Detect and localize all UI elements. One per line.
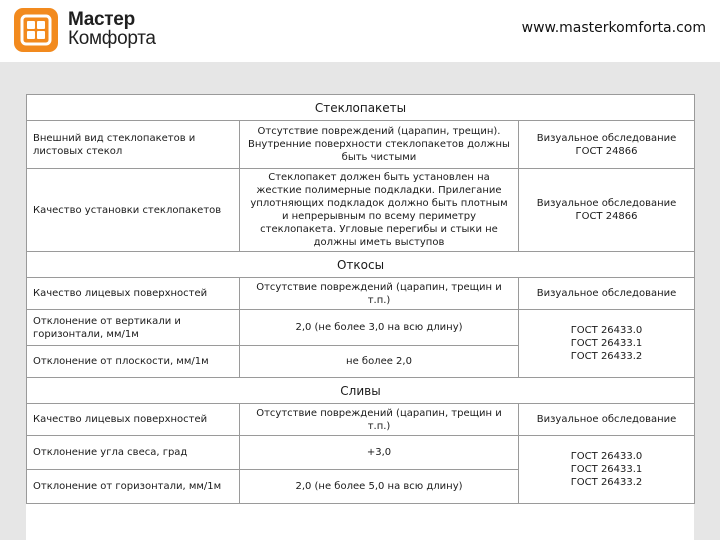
parameter-cell: Отклонение угла свеса, град: [27, 436, 240, 470]
logo-line-2: Комфорта: [68, 28, 156, 49]
parameter-cell: Внешний вид стеклопакетов и листовых стекол: [27, 121, 240, 169]
method-cell: ГОСТ 26433.0 ГОСТ 26433.1 ГОСТ 26433.2: [519, 310, 695, 378]
site-url[interactable]: www.masterkomforta.com: [521, 20, 706, 36]
parameter-cell: Отклонение от вертикали и горизонтали, мм/1м: [27, 310, 240, 346]
section-header-row: [27, 378, 695, 404]
method-cell: Визуальное обследование: [519, 278, 695, 310]
logo-icon: [14, 8, 58, 52]
requirement-cell: Отсутствие повреждений (царапин, трещин и т.п.): [240, 404, 519, 436]
table-row: [27, 121, 695, 169]
method-cell: Визуальное обследование ГОСТ 24866: [519, 169, 695, 252]
requirement-cell: не более 2,0: [240, 346, 519, 378]
section-header-row: [27, 252, 695, 278]
method-cell: Визуальное обследование ГОСТ 24866: [519, 121, 695, 169]
requirements-table: [26, 94, 695, 504]
requirement-cell: 2,0 (не более 5,0 на всю длину): [240, 470, 519, 504]
section-title-slopes: Откосы: [27, 252, 695, 278]
requirement-cell: 2,0 (не более 3,0 на всю длину): [240, 310, 519, 346]
table-row: [27, 169, 695, 252]
header: [0, 0, 720, 62]
requirement-cell: +3,0: [240, 436, 519, 470]
requirement-cell: Отсутствие повреждений (царапин, трещин). Внутренние поверхности стеклопакетов должны быть чистыми: [240, 121, 519, 169]
parameter-cell: Качество лицевых поверхностей: [27, 404, 240, 436]
parameter-cell: Качество лицевых поверхностей: [27, 278, 240, 310]
table-row: [27, 436, 695, 470]
requirement-cell: Отсутствие повреждений (царапин, трещин и т.п.): [240, 278, 519, 310]
method-cell: Визуальное обследование: [519, 404, 695, 436]
parameter-cell: Отклонение от горизонтали, мм/1м: [27, 470, 240, 504]
parameter-cell: Качество установки стеклопакетов: [27, 169, 240, 252]
table-row: [27, 278, 695, 310]
logo-text: [68, 10, 156, 48]
section-title-drips: Сливы: [27, 378, 695, 404]
section-header-row: [27, 95, 695, 121]
section-title-glazing: Стеклопакеты: [27, 95, 695, 121]
logo-line-1: Мастер: [68, 9, 135, 30]
parameter-cell: Отклонение от плоскости, мм/1м: [27, 346, 240, 378]
method-cell: ГОСТ 26433.0 ГОСТ 26433.1 ГОСТ 26433.2: [519, 436, 695, 504]
requirement-cell: Стеклопакет должен быть установлен на жесткие полимерные подкладки. Прилегание уплотняющих подкладок должно быть плотным и непрерывным по всему периметру стеклопакета. Угловые перегибы и стыки не должны иметь выступов: [240, 169, 519, 252]
table-row: [27, 404, 695, 436]
table-row: [27, 310, 695, 346]
